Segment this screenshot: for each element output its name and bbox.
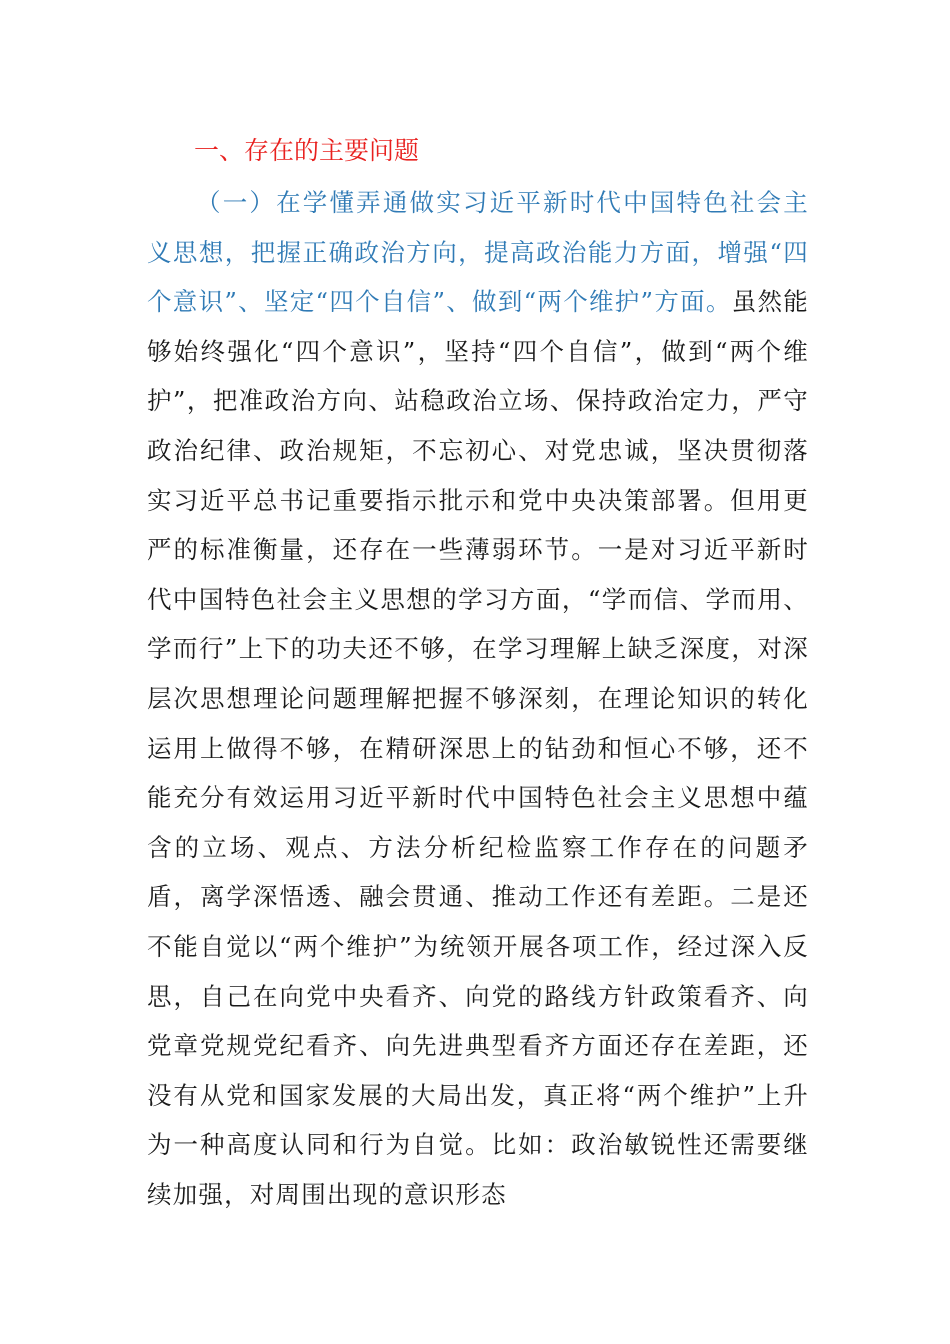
body-paragraph bbox=[147, 178, 809, 1219]
subsection-heading: （一）在学懂弄通做实习近平新时代中国特色社会主义思想，把握正确政治方向，提高政治能力方面，增强“四个意识”、坚定“四个自信”、做到“两个维护”方面。 bbox=[147, 188, 809, 317]
paragraph-text: 虽然能够始终强化“四个意识”，坚持“四个自信”，做到“两个维护”，把准政治方向、站稳政治立场、保持政治定力，严守政治纪律、政治规矩，不忘初心、对党忠诚，坚决贯彻落实习近平总书记重要指示批示和党中央决策部署。但用更严的标准衡量，还存在一些薄弱环节。一是对习近平新时代中国特色社会主义思想的学习方面，“学而信、学而用、学而行”上下的功夫还不够，在学习理解上缺乏深度，对深层次思想理论问题理解把握不够深刻，在理论知识的转化运用上做得不够，在精研深思上的钻劲和恒心不够，还不能充分有效运用习近平新时代中国特色社会主义思想中蕴含的立场、观点、方法分析纪检监察工作存在的问题矛盾，离学深悟透、融会贯通、推动工作还有差距。二是还不能自觉以“两个维护”为统领开展各项工作，经过深入反思，自己在向党中央看齐、向党的路线方针政策看齐、向党章党规党纪看齐、向先进典型看齐方面还存在差距，还没有从党和国家发展的大局出发，真正将“两个维护”上升为一种高度认同和行为自觉。比如：政治敏锐性还需要继续加强，对周围出现的意识形态 bbox=[147, 287, 810, 1209]
section-heading: 一、存在的主要问题 bbox=[194, 136, 420, 165]
